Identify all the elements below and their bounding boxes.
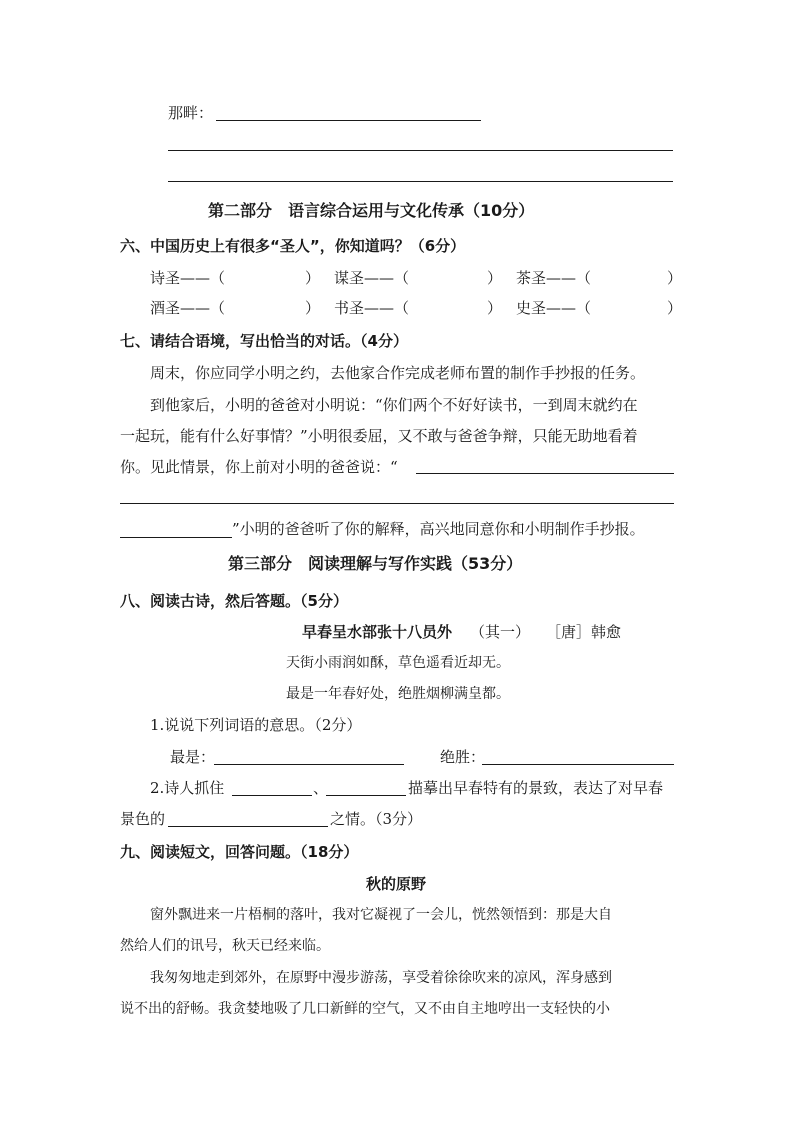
- poem-title: 早春呈水部张十八员外: [302, 623, 453, 641]
- q6-item-mousheng: 谋圣——（: [334, 269, 410, 287]
- q6-item-close: ）: [667, 269, 683, 287]
- q7-paragraph-2-line-1: 到他家后，小明的爸爸对小明说：“你们两个不好好读书，一到周末就约在: [150, 396, 638, 414]
- q8-subquestion-2-a: 2.诗人抓住: [150, 779, 225, 797]
- q6-item-close: ）: [305, 299, 321, 317]
- poem-line-2: 最是一年春好处，绝胜烟柳满皇都。: [286, 686, 510, 702]
- answer-line[interactable]: [216, 120, 481, 121]
- q8-title: 八、阅读古诗，然后答题。（5分）: [120, 592, 348, 610]
- answer-line[interactable]: [120, 537, 232, 538]
- q8-subquestion-2-e: 之情。（3分）: [330, 810, 423, 828]
- essay-title: 秋的原野: [366, 875, 427, 893]
- answer-line[interactable]: [168, 181, 673, 182]
- answer-line[interactable]: [120, 503, 674, 504]
- answer-label-napan: 那畔：: [168, 104, 214, 122]
- q6-item-close: ）: [487, 269, 503, 287]
- essay-p2-line-1: 我匆匆地走到郊外，在原野中漫步游荡，享受着徐徐吹来的凉风，浑身感到: [150, 970, 612, 986]
- answer-line[interactable]: [326, 795, 406, 796]
- q8-word-label-2: 绝胜：: [440, 748, 486, 766]
- poem-author: ［唐］韩愈: [546, 623, 622, 641]
- essay-p1-line-2: 然给人们的讯号，秋天已经来临。: [120, 938, 330, 954]
- q7-ending: ”小明的爸爸听了你的解释，高兴地同意你和小明制作手抄报。: [232, 520, 645, 538]
- answer-line[interactable]: [168, 150, 673, 151]
- q6-item-close: ）: [667, 299, 683, 317]
- answer-line[interactable]: [168, 826, 328, 827]
- q7-paragraph-2-line-2: 一起玩，能有什么好事情？”小明很委屈，又不敢与爸爸争辩，只能无助地看着: [120, 427, 638, 445]
- q6-item-shisheng2: 史圣——（: [516, 299, 592, 317]
- q6-item-shisheng: 诗圣——（: [150, 269, 226, 287]
- q8-subquestion-2-c: 描摹出早春特有的景致，表达了对早春: [408, 779, 664, 797]
- poem-line-1: 天街小雨润如酥，草色遥看近却无。: [286, 655, 510, 671]
- answer-line[interactable]: [482, 764, 674, 765]
- essay-p1-line-1: 窗外飘进来一片梧桐的落叶，我对它凝视了一会儿，恍然领悟到：那是大自: [150, 907, 612, 923]
- q7-title: 七、请结合语境，写出恰当的对话。（4分）: [120, 332, 408, 350]
- q6-item-chasheng: 茶圣——（: [516, 269, 592, 287]
- q7-paragraph-1: 周末，你应同学小明之约，去他家合作完成老师布置的制作手抄报的任务。: [150, 364, 646, 382]
- answer-line[interactable]: [214, 764, 404, 765]
- q8-subquestion-2-d: 景色的: [120, 810, 166, 828]
- q6-title: 六、中国历史上有很多“圣人”，你知道吗？（6分）: [120, 237, 466, 255]
- answer-line[interactable]: [416, 473, 674, 474]
- q9-title: 九、阅读短文，回答问题。（18分）: [120, 843, 359, 861]
- q6-item-close: ）: [487, 299, 503, 317]
- part2-title: 第二部分 语言综合运用与文化传承（10分）: [208, 201, 535, 220]
- essay-p2-line-2: 说不出的舒畅。我贪婪地吸了几口新鲜的空气，又不由自主地哼出一支轻快的小: [120, 1001, 610, 1017]
- q6-item-close: ）: [305, 269, 321, 287]
- q6-item-jiusheng: 酒圣——（: [150, 299, 226, 317]
- part3-title: 第三部分 阅读理解与写作实践（53分）: [228, 554, 523, 573]
- poem-subtitle: （其一）: [470, 623, 531, 641]
- q8-subquestion-1: 1.说说下列词语的意思。（2分）: [150, 716, 362, 734]
- answer-line[interactable]: [232, 795, 312, 796]
- q8-word-label-1: 最是：: [170, 748, 216, 766]
- q7-paragraph-2-line-3: 你。见此情景，你上前对小明的爸爸说：“: [120, 458, 398, 476]
- q8-subquestion-2-b: 、: [313, 779, 329, 797]
- q6-item-shusheng: 书圣——（: [334, 299, 410, 317]
